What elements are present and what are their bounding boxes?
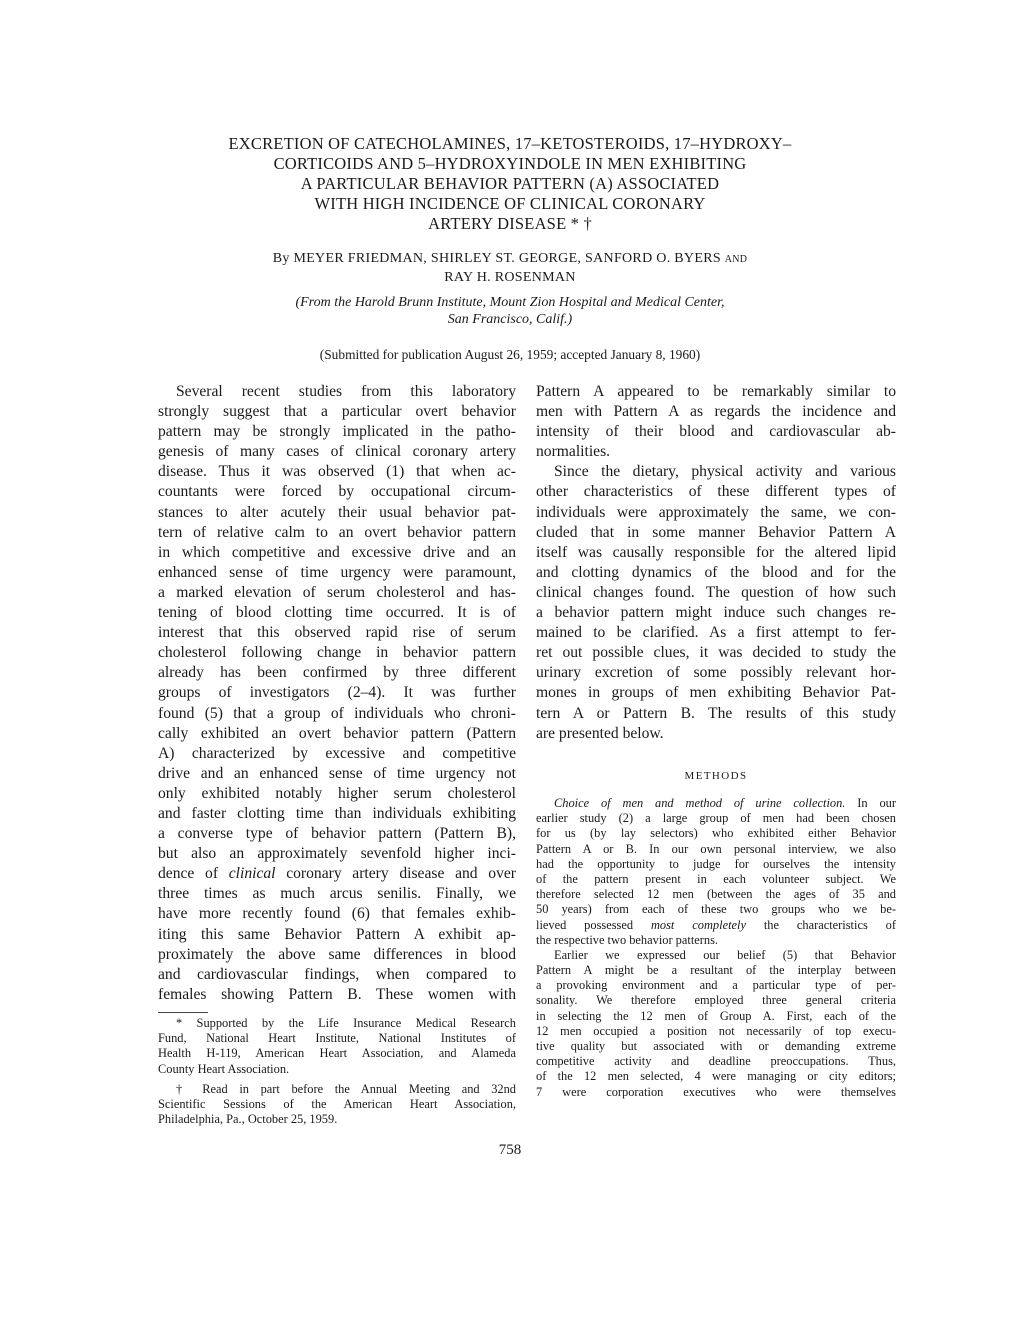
text-line: pattern may be strongly implicated in the patho- (158, 423, 516, 441)
text-line: earlier study (2) a large group of men had been chosen (536, 811, 896, 826)
right-column-body (536, 382, 896, 744)
text-line: competitive activity and deadline preoccupations. Thus, (536, 1054, 896, 1069)
emphasis: clinical (228, 865, 276, 883)
text-line: found (5) that a group of individuals who chroni- (158, 704, 516, 722)
page-number: 758 (498, 1142, 522, 1158)
text-line: men with Pattern A as regards the incidence and (536, 403, 896, 421)
text-line: itself was causally responsible for the altered lipid (536, 543, 896, 561)
text-line: enhanced sense of time urgency were paramount, (158, 563, 516, 581)
text-line: countants were forced by occupational circum- (158, 483, 516, 501)
text-line: cluded that in some manner Behavior Pattern A (536, 523, 896, 541)
text-line: A) characterized by excessive and competitive (158, 744, 516, 762)
footnote-line: Fund, National Heart Institute, National Institutes of (158, 1031, 516, 1046)
text-line: mained to be clarified. As a first attempt to fer- (536, 624, 896, 642)
text-line: normalities. (536, 443, 611, 461)
text-line: and cardiovascular findings, when compared to (158, 965, 516, 983)
footnote-line: Philadelphia, Pa., October 25, 1959. (158, 1112, 338, 1127)
subsection-heading: Choice of men and method of urine collection. (554, 796, 846, 810)
text-line: are presented below. (536, 724, 664, 742)
text-line: cholesterol following change in behavior pattern (158, 644, 516, 662)
text-line: a provoking environment and a particular type of per- (536, 978, 896, 993)
text-line: tern of relative calm to an overt behavior pattern (158, 523, 516, 541)
text-line: ret out possible clues, it was decided to study the (536, 644, 896, 662)
footnotes (158, 1016, 516, 1127)
footnote-line: County Heart Association. (158, 1061, 290, 1076)
text-line: only exhibited notably higher serum cholesterol (158, 784, 516, 802)
left-column-body (158, 382, 516, 1005)
title-line: WITH HIGH INCIDENCE OF CLINICAL CORONARY (314, 194, 706, 213)
footnote-line: † Read in part before the Annual Meeting and 32nd (176, 1081, 516, 1096)
text-line: stances to alter acutely their usual behavior pat- (158, 503, 516, 521)
text-line: Several recent studies from this laboratory (176, 383, 516, 400)
text-line: had the opportunity to judge for ourselves the intensity (536, 856, 896, 871)
author-names: MEYER FRIEDMAN, SHIRLEY ST. GEORGE, SANFORD O. BYERS (293, 251, 721, 266)
text-line: the respective two behavior patterns. (536, 932, 719, 947)
footnote-line: Health H-119, American Heart Association, and Alameda (158, 1046, 516, 1061)
text-line: Pattern A appeared to be remarkably similar to (536, 383, 896, 400)
text-line: clinical changes found. The question of how such (536, 583, 896, 601)
footnote-divider (158, 1012, 208, 1013)
author-list (150, 250, 870, 287)
text-line: therefore selected 12 men (between the ages of 35 and (536, 887, 896, 902)
text-line: already has been confirmed by three different (158, 664, 516, 682)
text-line: females showing Pattern B. These women with (158, 985, 516, 1003)
text-line: cally exhibited an overt behavior pattern (Pattern (158, 724, 516, 742)
text-line: of the 12 men selected, 4 were managing or city editors; (536, 1069, 896, 1084)
footnote-line: Scientific Sessions of the American Heart Association, (158, 1096, 516, 1111)
text-line: a marked elevation of serum cholesterol and has- (158, 583, 516, 601)
text-line: have more recently found (6) that females exhib- (158, 905, 516, 923)
and-label: AND (724, 254, 748, 265)
text-line: intensity of their blood and cardiovascular ab- (536, 423, 896, 441)
text-line: other characteristics of these different types of (536, 483, 896, 501)
author-names: RAY H. ROSENMAN (444, 270, 576, 285)
text-line: Choice of men and method of urine collection. In our (554, 796, 896, 810)
text-line: interest that this observed rapid rise of serum (158, 624, 516, 642)
by-label: By (272, 251, 290, 266)
text-line: in selecting the 12 men of Group A. First, each of the (536, 1008, 896, 1023)
text-line: for us (by lay selectors) who exhibited either Behavior (536, 826, 896, 841)
text-line: sonality. We therefore employed three general criteria (536, 993, 896, 1008)
text-line: in which competitive and excessive drive and an (158, 543, 516, 561)
text-line: lieved possessed most completely the characteristics of (536, 917, 896, 932)
text-line: mones in groups of men exhibiting Behavior Pat- (536, 684, 896, 702)
text-line: urinary excretion of some possibly relevant hor- (536, 664, 896, 682)
text-line: Pattern A might be a resultant of the interplay between (536, 963, 896, 978)
methods-body (536, 796, 896, 1100)
text-line: individuals were approximately the same, we con- (536, 503, 896, 521)
footnote-line: * Supported by the Life Insurance Medical Research (176, 1016, 516, 1030)
text-line: tern A or Pattern B. The results of this study (536, 704, 896, 722)
text-line: tening of blood clotting time occurred. It is of (158, 604, 516, 622)
title-line: A PARTICULAR BEHAVIOR PATTERN (A) ASSOCIATED (300, 174, 720, 193)
text-line: Earlier we expressed our belief (5) that Behavior (554, 947, 896, 962)
affiliation: (From the Harold Brunn Institute, Mount Zion Hospital and Medical Center, San Francisco, Calif.) (295, 295, 725, 327)
text-line: 12 men occupied a position not necessarily of top execu- (536, 1023, 896, 1038)
article-title (150, 134, 870, 234)
text-line: disease. Thus it was observed (1) that when ac- (158, 463, 516, 481)
text-line: of the pattern present in each volunteer subject. We (536, 871, 896, 886)
text-line: three times as much arcus senilis. Finally, we (158, 885, 516, 903)
text-line: a behavior pattern might induce such changes re- (536, 604, 896, 622)
text-line: iting this same Behavior Pattern A exhibit ap- (158, 925, 516, 943)
emphasis: most completely (650, 917, 746, 932)
text-line: 7 were corporation executives who were themselves (536, 1084, 896, 1099)
text-line: genesis of many cases of clinical coronary artery (158, 443, 516, 461)
text-line: tive quality but associated with or demanding extreme (536, 1039, 896, 1053)
text-line: strongly suggest that a particular overt behavior (158, 403, 516, 421)
section-heading-methods: METHODS (684, 770, 748, 782)
text-line: Since the dietary, physical activity and various (554, 463, 896, 481)
submission-dates: (Submitted for publication August 26, 1959; accepted January 8, 1960) (319, 347, 701, 362)
text-line: a converse type of behavior pattern (Pattern B), (158, 825, 516, 843)
title-line: EXCRETION OF CATECHOLAMINES, 17–KETOSTEROIDS, 17–HYDROXY– (228, 134, 792, 153)
text-line: groups of investigators (2–4). It was further (158, 684, 516, 702)
text-line: drive and an enhanced sense of time urgency not (158, 764, 516, 782)
text-line: 50 years) from each of these two groups who we be- (536, 902, 896, 917)
text-line: Pattern A or B. In our own personal interview, we also (536, 841, 896, 856)
title-line: CORTICOIDS AND 5–HYDROXYINDOLE IN MEN EXHIBITING (273, 154, 747, 173)
text-line: and faster clotting time than individuals exhibiting (158, 804, 516, 822)
text-line: and clotting dynamics of the blood and for the (536, 563, 896, 581)
text-line: but also an approximately sevenfold higher inci- (158, 845, 516, 863)
text-line: dence of clinical coronary artery disease and over (158, 865, 516, 883)
title-line: ARTERY DISEASE * † (428, 214, 592, 233)
text-line: proximately the above same differences in blood (158, 945, 516, 963)
